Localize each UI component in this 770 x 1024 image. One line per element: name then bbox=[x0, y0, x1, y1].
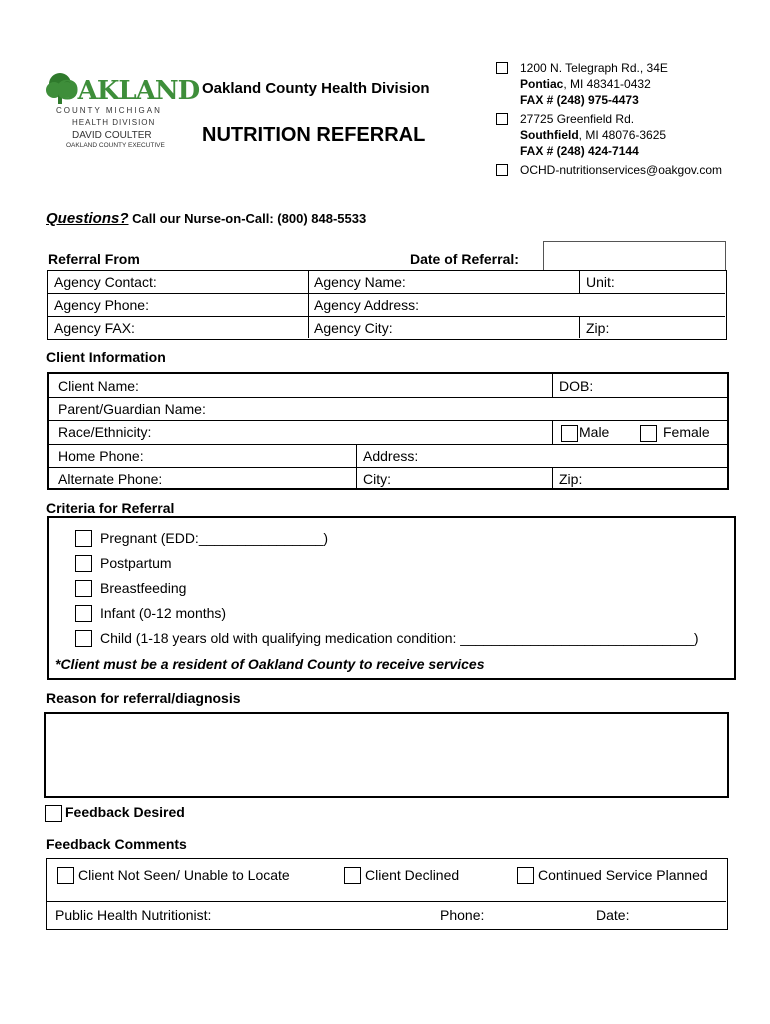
infant-label: Infant (0-12 months) bbox=[100, 605, 227, 621]
reason-label: Reason for referral/diagnosis bbox=[46, 690, 241, 706]
feedback-comments-label: Feedback Comments bbox=[46, 836, 187, 852]
logo-exec-title: OAKLAND COUNTY EXECUTIVE bbox=[66, 142, 165, 149]
form-title: NUTRITION REFERRAL bbox=[202, 124, 426, 146]
location-southfield-city-line bbox=[520, 127, 666, 143]
logo-county: COUNTY MICHIGAN bbox=[56, 106, 162, 115]
breastfeeding-checkbox[interactable] bbox=[75, 580, 92, 597]
location-pontiac-street: 1200 N. Telegraph Rd., 34E bbox=[520, 61, 668, 75]
client-info-table bbox=[47, 372, 729, 490]
guardian-name-field[interactable]: Parent/Guardian Name: bbox=[58, 401, 206, 417]
postpartum-checkbox[interactable] bbox=[75, 555, 92, 572]
dob-field[interactable]: DOB: bbox=[559, 378, 594, 394]
infant-checkbox[interactable] bbox=[75, 605, 92, 622]
client-name-field[interactable]: Client Name: bbox=[58, 378, 139, 394]
client-declined-checkbox[interactable] bbox=[344, 867, 361, 884]
criteria-box bbox=[47, 516, 736, 680]
child-label: Child (1-18 years old with qualifying medication condition: ______________________________) bbox=[100, 630, 699, 646]
female-label: Female bbox=[663, 424, 710, 440]
agency-phone-field[interactable]: Agency Phone: bbox=[54, 297, 149, 313]
pregnant-checkbox[interactable] bbox=[75, 530, 92, 547]
email-address: OCHD-nutritionservices@oakgov.com bbox=[520, 163, 723, 177]
alternate-phone-field[interactable]: Alternate Phone: bbox=[58, 471, 163, 487]
continued-service-label: Continued Service Planned bbox=[538, 867, 708, 883]
feedback-date-field[interactable]: Date: bbox=[596, 907, 630, 923]
zip-field[interactable]: Zip: bbox=[586, 320, 610, 336]
questions-label: Questions? bbox=[46, 210, 129, 227]
nutritionist-field[interactable]: Public Health Nutritionist: bbox=[55, 907, 212, 923]
home-phone-field[interactable]: Home Phone: bbox=[58, 448, 144, 464]
oakland-logo bbox=[42, 70, 200, 152]
pregnant-label: Pregnant (EDD:________________) bbox=[100, 530, 329, 546]
location-pontiac-fax: FAX # (248) 975-4473 bbox=[520, 93, 639, 107]
email-checkbox[interactable] bbox=[496, 164, 508, 176]
agency-fax-field[interactable]: Agency FAX: bbox=[54, 320, 135, 336]
location-pontiac bbox=[496, 60, 668, 108]
continued-service-checkbox[interactable] bbox=[517, 867, 534, 884]
location-southfield-city: Southfield bbox=[520, 128, 579, 142]
email-option bbox=[496, 162, 722, 178]
child-checkbox[interactable] bbox=[75, 630, 92, 647]
female-checkbox[interactable] bbox=[640, 425, 657, 442]
location-pontiac-city-line bbox=[520, 76, 668, 92]
race-ethnicity-field[interactable]: Race/Ethnicity: bbox=[58, 424, 152, 440]
feedback-desired-label: Feedback Desired bbox=[65, 804, 185, 820]
reason-textarea[interactable] bbox=[44, 712, 729, 798]
agency-city-field[interactable]: Agency City: bbox=[314, 320, 393, 336]
client-info-label: Client Information bbox=[46, 349, 166, 365]
location-pontiac-checkbox[interactable] bbox=[496, 62, 508, 74]
male-checkbox[interactable] bbox=[561, 425, 578, 442]
client-not-seen-checkbox[interactable] bbox=[57, 867, 74, 884]
logo-division: HEALTH DIVISION bbox=[72, 118, 156, 127]
referral-from-label: Referral From bbox=[48, 251, 140, 267]
feedback-box bbox=[46, 858, 728, 930]
location-southfield-street: 27725 Greenfield Rd. bbox=[520, 112, 635, 126]
breastfeeding-label: Breastfeeding bbox=[100, 580, 187, 596]
logo-org-name: OAKLAND bbox=[56, 76, 200, 106]
org-title: Oakland County Health Division bbox=[202, 80, 430, 97]
agency-contact-field[interactable]: Agency Contact: bbox=[54, 274, 157, 290]
location-pontiac-city: Pontiac bbox=[520, 77, 564, 91]
address-field[interactable]: Address: bbox=[363, 448, 419, 464]
agency-address-field[interactable]: Agency Address: bbox=[314, 297, 420, 313]
agency-name-field[interactable]: Agency Name: bbox=[314, 274, 406, 290]
client-zip-field[interactable]: Zip: bbox=[559, 471, 583, 487]
logo-exec-name: DAVID COULTER bbox=[72, 130, 152, 141]
nurse-on-call-text: Call our Nurse-on-Call: (800) 848-5533 bbox=[128, 211, 367, 226]
location-southfield-checkbox[interactable] bbox=[496, 113, 508, 125]
location-southfield bbox=[496, 111, 666, 159]
postpartum-label: Postpartum bbox=[100, 555, 172, 571]
questions-line bbox=[46, 210, 366, 227]
residency-note: *Client must be a resident of Oakland County to receive services bbox=[55, 656, 485, 672]
city-field[interactable]: City: bbox=[363, 471, 391, 487]
client-declined-label: Client Declined bbox=[365, 867, 460, 883]
date-of-referral-label: Date of Referral: bbox=[410, 251, 519, 267]
date-of-referral-field[interactable] bbox=[543, 241, 726, 271]
location-pontiac-state: , MI 48341-0432 bbox=[563, 77, 651, 91]
feedback-desired-checkbox[interactable] bbox=[45, 805, 62, 822]
feedback-phone-field[interactable]: Phone: bbox=[440, 907, 485, 923]
criteria-label: Criteria for Referral bbox=[46, 500, 175, 516]
client-not-seen-label: Client Not Seen/ Unable to Locate bbox=[78, 867, 290, 883]
location-southfield-state: , MI 48076-3625 bbox=[578, 128, 667, 142]
referral-from-table bbox=[47, 270, 727, 340]
unit-field[interactable]: Unit: bbox=[586, 274, 615, 290]
male-label: Male bbox=[579, 424, 610, 440]
location-southfield-fax: FAX # (248) 424-7144 bbox=[520, 144, 639, 158]
